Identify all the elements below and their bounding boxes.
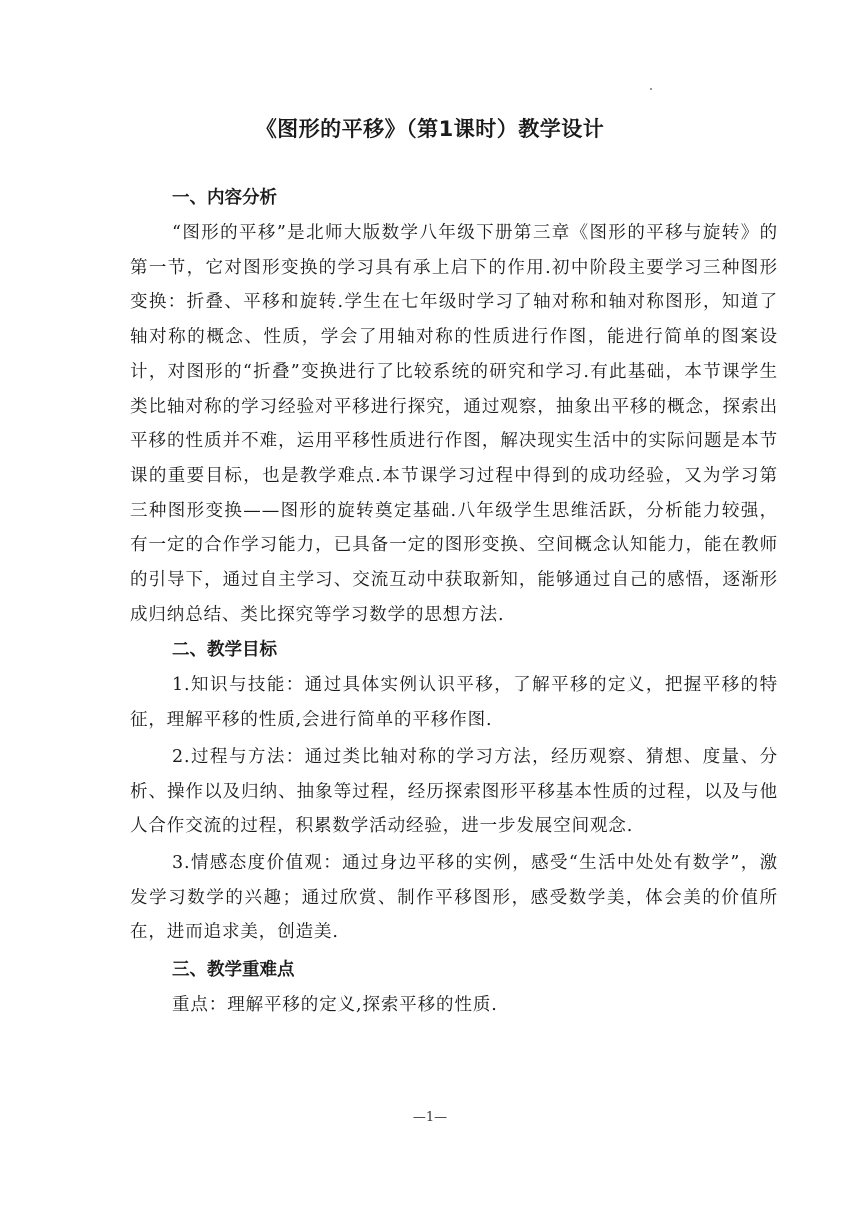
goal-attitudes-values: 3.情感态度价值观：通过身边平移的实例，感受“生活中处处有数学”，激发学习数学的兴趣；通过欣赏、制作平移图形，感受数学美，体会美的价值所在，进而追求美，创造美. bbox=[130, 852, 778, 943]
scan-dot bbox=[650, 88, 652, 90]
section-heading-content-analysis: 一、内容分析 bbox=[172, 188, 277, 208]
document-body bbox=[130, 180, 778, 1023]
key-points-paragraph: 重点：理解平移的定义,探索平移的性质. bbox=[172, 995, 498, 1016]
section-heading-teaching-goals: 二、教学目标 bbox=[172, 640, 277, 661]
document-title: 《图形的平移》（第1课时）教学设计 bbox=[255, 117, 605, 141]
page-number: —1— bbox=[412, 1110, 448, 1125]
content-analysis-paragraph: “图形的平移”是北师大版数学八年级下册第三章《图形的平移与旋转》的第一节，它对图形变换的学习具有承上启下的作用.初中阶段主要学习三种图形变换：折叠、平移和旋转.学生在七年级时学习了轴对称和轴对称图形，知道了轴对称的概念、性质，学会了用轴对称的性质进行作图，能进行简单的图案设计，对图形的“折叠”变换进行了比较系统的研究和学习.有此基础，本节课学生类比轴对称的学习经验对平移进行探究，通过观察，抽象出平移的概念，探索出平移的性质并不难，运用平移性质进行作图，解决现实生活中的实际问题是本节课的重要目标，也是教学难点.本节课学习过程中得到的成功经验，又为学习第三种图形变换——图形的旋转奠定基础.八年级学生思维活跃，分析能力较强，有一定的合作学习能力，已具备一定的图形变换、空间概念认知能力，能在教师的引导下，通过自主学习、交流互动中获取新知，能够通过自己的感悟，逐渐形成归纳总结、类比探究等学习数学的思想方法. bbox=[130, 223, 778, 625]
section-heading-key-points: 三、教学重难点 bbox=[172, 960, 295, 981]
goal-knowledge-skills: 1.知识与技能：通过具体实例认识平移，了解平移的定义，把握平移的特征，理解平移的性质,会进行简单的平移作图. bbox=[130, 675, 778, 731]
goal-process-methods: 2.过程与方法：通过类比轴对称的学习方法，经历观察、猜想、度量、分析、操作以及归纳、抽象等过程，经历探索图形平移基本性质的过程，以及与他人合作交流的过程，积累数学活动经验，进一步发展空间观念. bbox=[130, 746, 778, 837]
